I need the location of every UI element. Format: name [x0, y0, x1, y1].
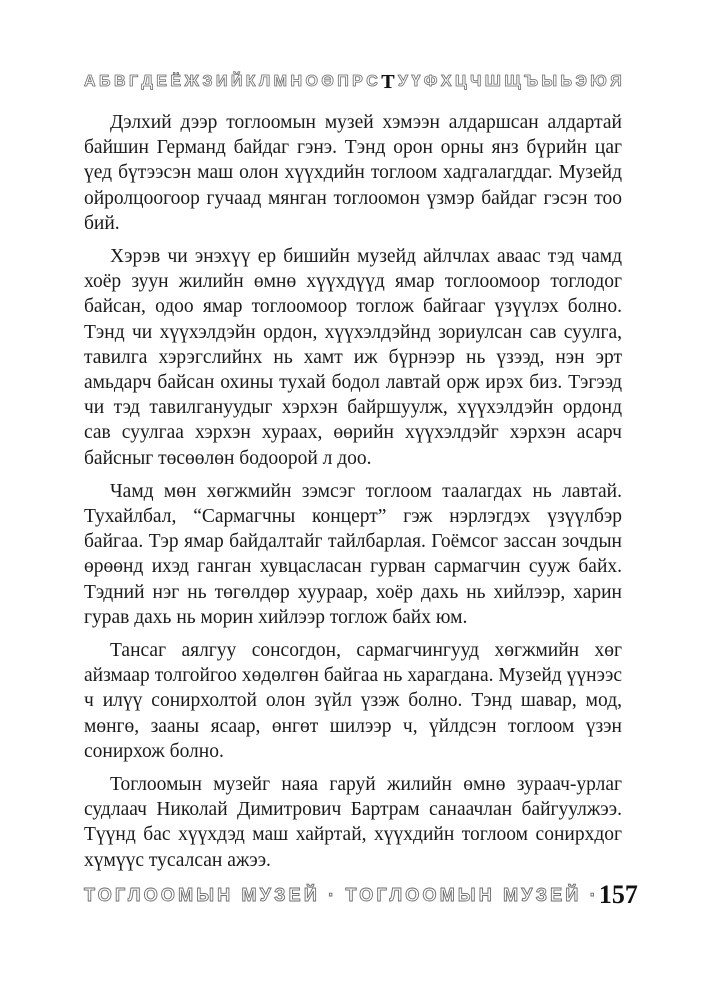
alphabet-header — [84, 72, 622, 92]
alphabet-letter: Г — [128, 73, 139, 90]
running-title: ТОГЛООМЫН МУЗЕЙ · ТОГЛООМЫН МУЗЕЙ · — [84, 884, 599, 905]
alphabet-letter: Д — [141, 73, 153, 90]
alphabet-letter: Л — [259, 73, 271, 90]
alphabet-letter: Ъ — [524, 73, 538, 90]
alphabet-letter: Ы — [541, 73, 558, 90]
alphabet-letter: А — [84, 73, 96, 90]
page-number: 157 — [598, 880, 638, 909]
alphabet-letter: К — [245, 73, 256, 90]
alphabet-letter: Ф — [423, 73, 438, 90]
alphabet-letter-highlighted: Т — [381, 71, 395, 93]
alphabet-letter: Ө — [321, 73, 334, 90]
alphabet-letter: Х — [440, 73, 452, 90]
alphabet-letter: М — [273, 73, 287, 90]
paragraph: Чамд мөн хөгжмийн зэмсэг тоглоом таалагдах нь лавтай. Тухайлбал, “Сармагчны концерт” гэж нэрлэгдэх үзүүлбэр байгаа. Тэр ямар байдалтайг тайлбарлая. Гоёмсог зассан зочдын өрөөнд ихэд ганган хувцасласан гурван сармагчин сууж байх. Тэдний нэг нь төгөлдөр хуураар, хоёр дахь нь хийлээр, харин гурав дахь нь морин хийлээр тоглож байх юм. — [84, 480, 622, 628]
alphabet-letter: Ү — [411, 73, 421, 90]
alphabet-letter: У — [398, 73, 408, 90]
paragraph: Тансаг аялгуу сонсогдон, сармагчингууд хөгжмийн хөг айзмаар толгойгоо хөдөлгөн байгаа нь харагдана. Музейд үүнээс ч илүү сонирхолтой олон зүйл үзэж болно. Тэнд шавар, мод, мөнгө, зааны ясаар, өнгөт шилээр ч, үйлдсэн тоглоом үзэн сонирхож болно. — [84, 640, 622, 762]
alphabet-letter: Й — [230, 73, 243, 90]
alphabet-letter: Э — [575, 73, 587, 90]
alphabet-letter: С — [366, 73, 378, 90]
alphabet-letter: Щ — [504, 73, 521, 90]
alphabet-letter: Ё — [170, 73, 182, 90]
alphabet-letter: О — [305, 73, 318, 90]
alphabet-letter: Р — [352, 73, 363, 90]
paragraph: Дэлхий дээр тоглоомын музей хэмээн алдаршсан алдартай байшин Германд байдаг гэнэ. Тэнд орон орны янз бүрийн цаг үед бүтээсэн маш олон хүүхдийн тоглоом хадгалагддаг. Музейд ойролцоогоор гучаад мянган тоглоомон үзмэр байдаг гэсэн тоо бий. — [84, 112, 622, 234]
alphabet-letter: Б — [99, 73, 111, 90]
alphabet-letter: Ю — [590, 73, 607, 90]
paragraph: Хэрэв чи энэхүү ер бишийн музейд айлчлах аваас тэд чамд хоёр зуун жилийн өмнө хүүхдүүд ямар тоглоомоор тоглодог байсан, одоо ямар тоглоомоор тоглож байгааг үзүүлэх болно. Тэнд чи хүүхэлдэйн ордон, хүүхэлдэйнд зориулсан сав суулга, тавилга хэрэгслийнх нь хамт иж бүрнээр нь үзээд, нэн эрт амьдарч байсан охины тухай бодол лавтай орж ирэх биз. Тэгээд чи тэд тавилгануудыг хэрхэн байршуулж, хүүхэлдэйн ордонд сав суулгаа хэрхэн хураах, өөрийн хүүхэлдэйг хэрхэн асарч байсныг төсөөлөн бодоорой л доо. — [84, 246, 622, 469]
alphabet-letter: З — [202, 73, 213, 90]
alphabet-letter: И — [215, 73, 228, 90]
alphabet-letter: П — [337, 73, 349, 90]
page-footer — [84, 880, 638, 910]
alphabet-letter: Ц — [454, 73, 467, 90]
alphabet-letter: Н — [290, 73, 302, 90]
paragraph: Тоглоомын музейг наяа гаруй жилийн өмнө зураач-урлаг судлаач Николай Димитрович Бартрам санаачлан байгуулжээ. Түүнд бас хүүхдэд маш хайртай, хүүхдийн тоглоом сонирхдог хүмүүс тусалсан ажээ. — [84, 774, 622, 871]
alphabet-letter: Ч — [470, 73, 482, 90]
alphabet-letter: Е — [156, 73, 167, 90]
alphabet-letter: Я — [610, 73, 622, 90]
alphabet-letter: В — [113, 73, 126, 90]
alphabet-letter: Ь — [560, 73, 573, 90]
article-body — [84, 110, 622, 881]
alphabet-letter: Ж — [184, 73, 200, 90]
alphabet-letter: Ш — [484, 73, 501, 90]
